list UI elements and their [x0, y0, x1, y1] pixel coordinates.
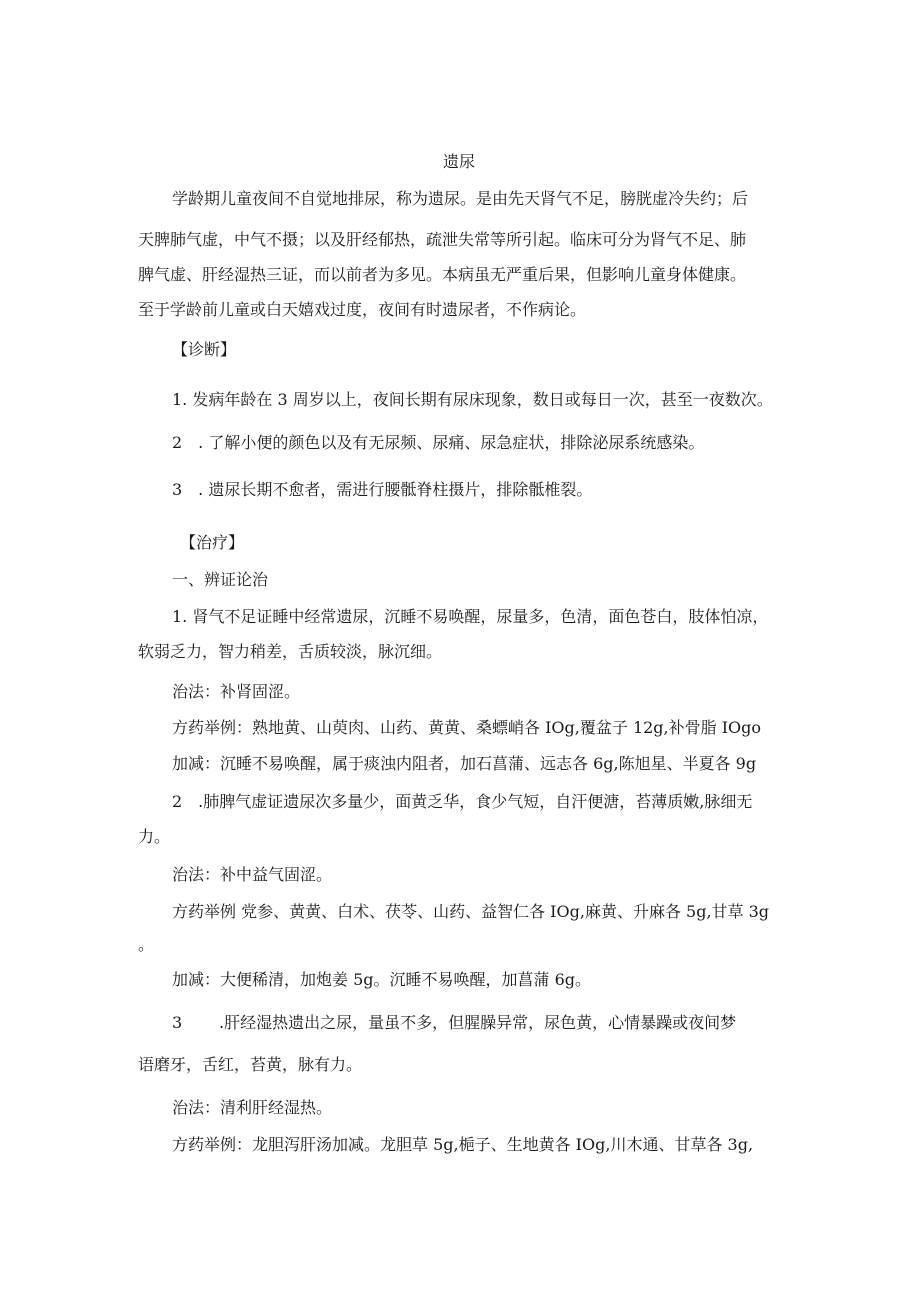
document-title: 遗尿 — [443, 152, 476, 171]
lung-spleen-modify: 加减：大便稀清，加炮姜 5g。沉睡不易唤醒，加菖蒲 6g。 — [172, 970, 592, 989]
diagnosis-item-3: 3 . 遗尿长期不愈者，需进行腰骶脊柱摄片，排除骶椎裂。 — [172, 480, 593, 499]
lung-spleen-syndrome-line-2: 力。 — [138, 827, 171, 846]
kidney-syndrome-line-2: 软弱乏力，智力稍差，舌质较淡，脉沉细。 — [138, 642, 443, 661]
liver-method: 治法：清利肝经湿热。 — [172, 1098, 333, 1117]
lung-spleen-recipe: 方药举例 党参、黄黄、白术、茯苓、山药、益智仁各 IOg,麻黄、升麻各 5g,甘草 3g — [172, 902, 770, 921]
lung-spleen-method: 治法：补中益气固涩。 — [172, 865, 333, 884]
diagnosis-heading: 【诊断】 — [172, 340, 237, 359]
treatment-heading: 【治疗】 — [180, 533, 245, 552]
kidney-method: 治法：补肾固涩。 — [172, 682, 301, 701]
intro-line-4: 至于学龄前儿童或白天嬉戏过度，夜间有时遗尿者，不作病论。 — [138, 300, 587, 319]
treatment-section-title: 一、辨证论治 — [172, 570, 269, 589]
kidney-syndrome-line-1: 1. 肾气不足证睡中经常遗尿，沉睡不易唤醒，尿量多，色清，面色苍白，肢体怕凉， — [172, 607, 769, 626]
intro-line-3: 脾气虚、肝经湿热三证，而以前者为多见。本病虽无严重后果，但影响儿童身体健康。 — [138, 265, 747, 284]
liver-syndrome-line-1: .肝经湿热遗出之尿，量虽不多，但腥臊异常，尿色黄，心情暴躁或夜间梦 — [219, 1013, 737, 1032]
diagnosis-item-2: 2 . 了解小便的颜色以及有无尿频、尿痛、尿急症状，排除泌尿系统感染。 — [172, 433, 705, 452]
lung-spleen-recipe-end: 。 — [138, 935, 155, 954]
kidney-modify: 加减：沉睡不易唤醒，属于痰浊内阻者，加石菖蒲、远志各 6g,陈旭星、半夏各 9g — [172, 754, 757, 773]
liver-recipe: 方药举例：龙胆泻肝汤加减。龙胆草 5g,梔子、生地黄各 IOg,川木通、甘草各 3g, — [172, 1135, 754, 1154]
kidney-recipe: 方药举例：熟地黄、山萸肉、山药、黄黄、桑螵峭各 IOg,覆盆子 12g,补骨脂 IOgo — [172, 718, 762, 737]
liver-syndrome-line-2: 语磨牙，舌红，苔黄，脉有力。 — [138, 1055, 363, 1074]
lung-spleen-syndrome-line-1: 2 .肺脾气虚证遗尿次多量少，面黄乏华，食少气短，自汗便溏，苔薄质嫩,脉细无 — [172, 792, 753, 811]
intro-line-2: 天脾肺气虚，中气不摄；以及肝经郁热，疏泄失常等所引起。临床可分为肾气不足、肺 — [138, 230, 747, 249]
liver-number: 3 — [172, 1013, 183, 1032]
diagnosis-item-1: 1. 发病年龄在 3 周岁以上，夜间长期有尿床现象，数日或每日一次，甚至一夜数次。 — [172, 390, 773, 409]
intro-line-1: 学龄期儿童夜间不自觉地排尿，称为遗尿。是由先天肾气不足，膀胱虚冷失约；后 — [172, 189, 749, 208]
